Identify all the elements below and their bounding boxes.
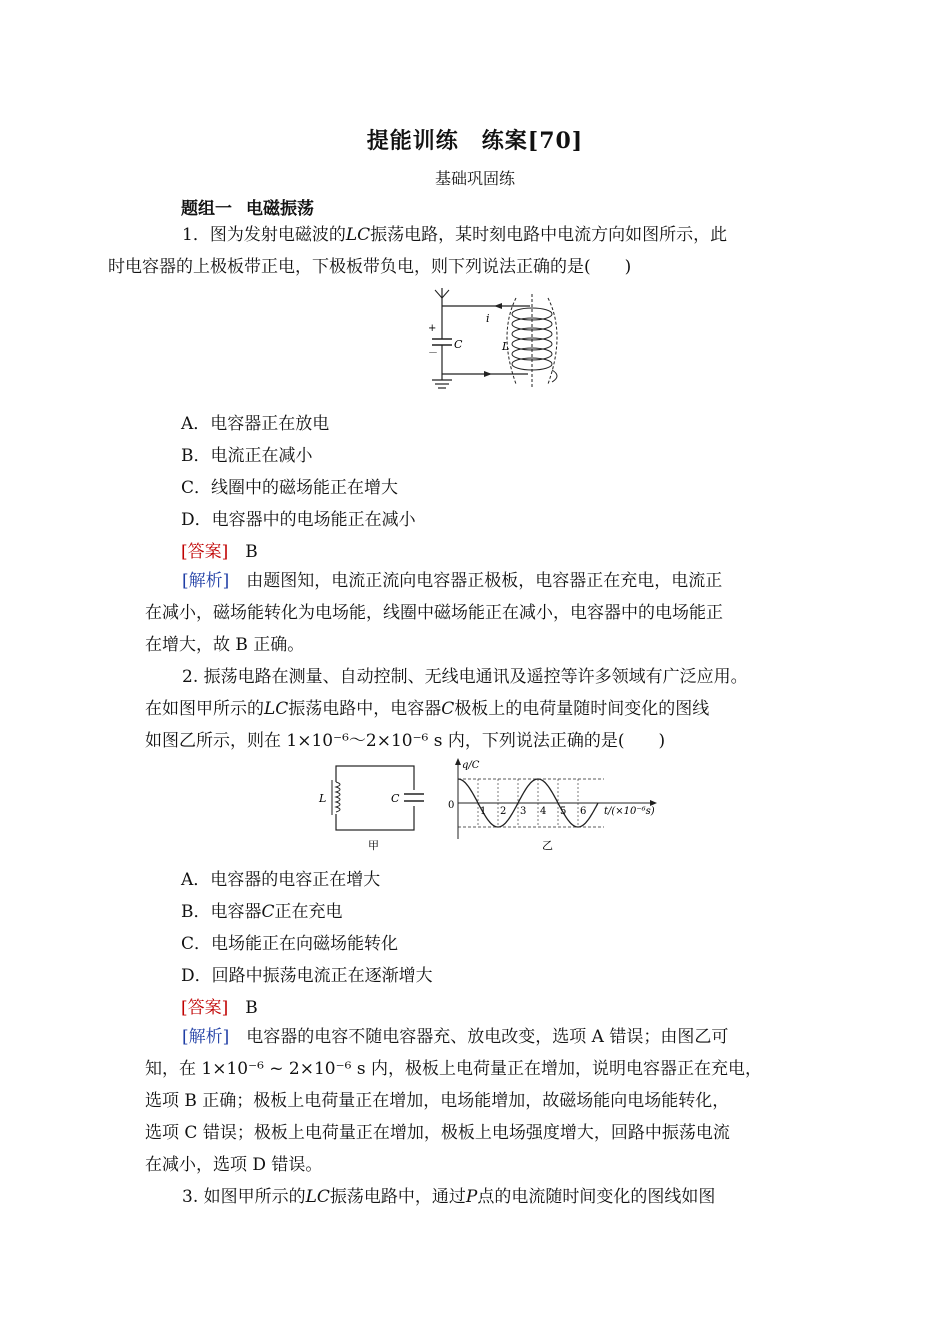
q1-plus-label: +: [428, 323, 437, 334]
answer-label: [答案]: [181, 998, 229, 1018]
yi-x-label: t/(×10⁻⁶s): [604, 806, 655, 817]
q1-option-d: D．电容器中的电场能正在减小: [181, 510, 416, 530]
q1-option-c: C．线圈中的磁场能正在增大: [181, 478, 399, 498]
tick-label: 3: [520, 806, 527, 817]
q1-minus-label: －: [428, 348, 438, 359]
jia-l-label: L: [319, 792, 327, 805]
q2-option-b: B．电容器C正在充电: [181, 902, 343, 922]
q1-l-label: L: [502, 340, 510, 353]
q2-figure-yi: [444, 755, 664, 855]
page-title: 提能训练 练案[70]: [366, 128, 584, 154]
q1-option-a: A．电容器正在放电: [181, 414, 330, 434]
q2-option-d: D．回路中振荡电流正在逐渐增大: [181, 966, 433, 986]
answer-value: B: [245, 998, 258, 1018]
tick-label: 1: [480, 806, 487, 817]
q2-analysis: [解析] 电容器的电容不随电容器充、放电改变，选项 A 错误；由图乙可 知，在 1×10⁻⁶ ~ 2×10⁻⁶ s 内，极板上电荷量正在增加，说明电容器正在充电， 选项 B 正确；极板上电荷量正在增加，电场能增加，故磁场能向电场能转化， 选项 C 错误；极板上电荷量正在增加，极板上电场强度增大，回路中振荡电流 在减小，选项 D 错误。: [145, 1027, 762, 1175]
tick-label: 2: [500, 806, 507, 817]
q1-i-label: i: [486, 312, 490, 325]
jia-c-label: C: [391, 792, 400, 805]
q1-c-label: C: [454, 338, 463, 351]
analysis-label: [解析]: [182, 1027, 230, 1047]
jia-caption: 甲: [368, 839, 379, 852]
tick-label: 4: [540, 806, 547, 817]
q2-stem: 2. 振荡电路在测量、自动控制、无线电通讯及遥控等许多领域有广泛应用。 在如图甲所示的LC振荡电路中，电容器C极板上的电荷量随时间变化的图线 如图乙所示，则在 1×10⁻⁶～2×10⁻⁶ s 内，下列说法正确的是( ): [145, 667, 748, 751]
q1-circuit-figure: [420, 284, 580, 396]
q2-option-c: C．电场能正在向磁场能转化: [181, 934, 399, 954]
yi-y-label: q/C: [462, 760, 480, 771]
answer-label: [答案]: [181, 542, 229, 562]
q1-analysis: [解析] 由题图知，电流正流向电容器正极板，电容器正在充电，电流正 在减小，磁场能转化为电场能，线圈中磁场能正在减小，电容器中的电场能正 在增大，故 B 正确。: [145, 571, 723, 655]
q1-option-b: B．电流正在减小: [181, 446, 313, 466]
q2-figure-jia: [316, 760, 436, 855]
section-name: 电磁振荡: [246, 199, 314, 219]
page-subtitle: 基础巩固练: [434, 169, 515, 188]
q2-option-a: A．电容器的电容正在增大: [181, 870, 381, 890]
tick-label: 6: [580, 806, 587, 817]
q1-answer: [181, 537, 258, 562]
section-label: 题组一: [181, 199, 232, 219]
yi-caption: 乙: [542, 839, 553, 852]
analysis-label: [解析]: [182, 571, 230, 591]
q3-stem: 3. 如图甲所示的LC振荡电路中，通过P点的电流随时间变化的图线如图: [182, 1187, 716, 1207]
q2-answer: [181, 993, 258, 1018]
section-heading: [181, 194, 314, 219]
tick-label: 5: [560, 806, 567, 817]
q1-stem: 1．图为发射电磁波的LC振荡电路，某时刻电路中电流方向如图所示，此 时电容器的上极板带正电，下极板带负电，则下列说法正确的是( ): [108, 225, 728, 277]
answer-value: B: [245, 542, 258, 562]
yi-origin: 0: [448, 800, 455, 811]
